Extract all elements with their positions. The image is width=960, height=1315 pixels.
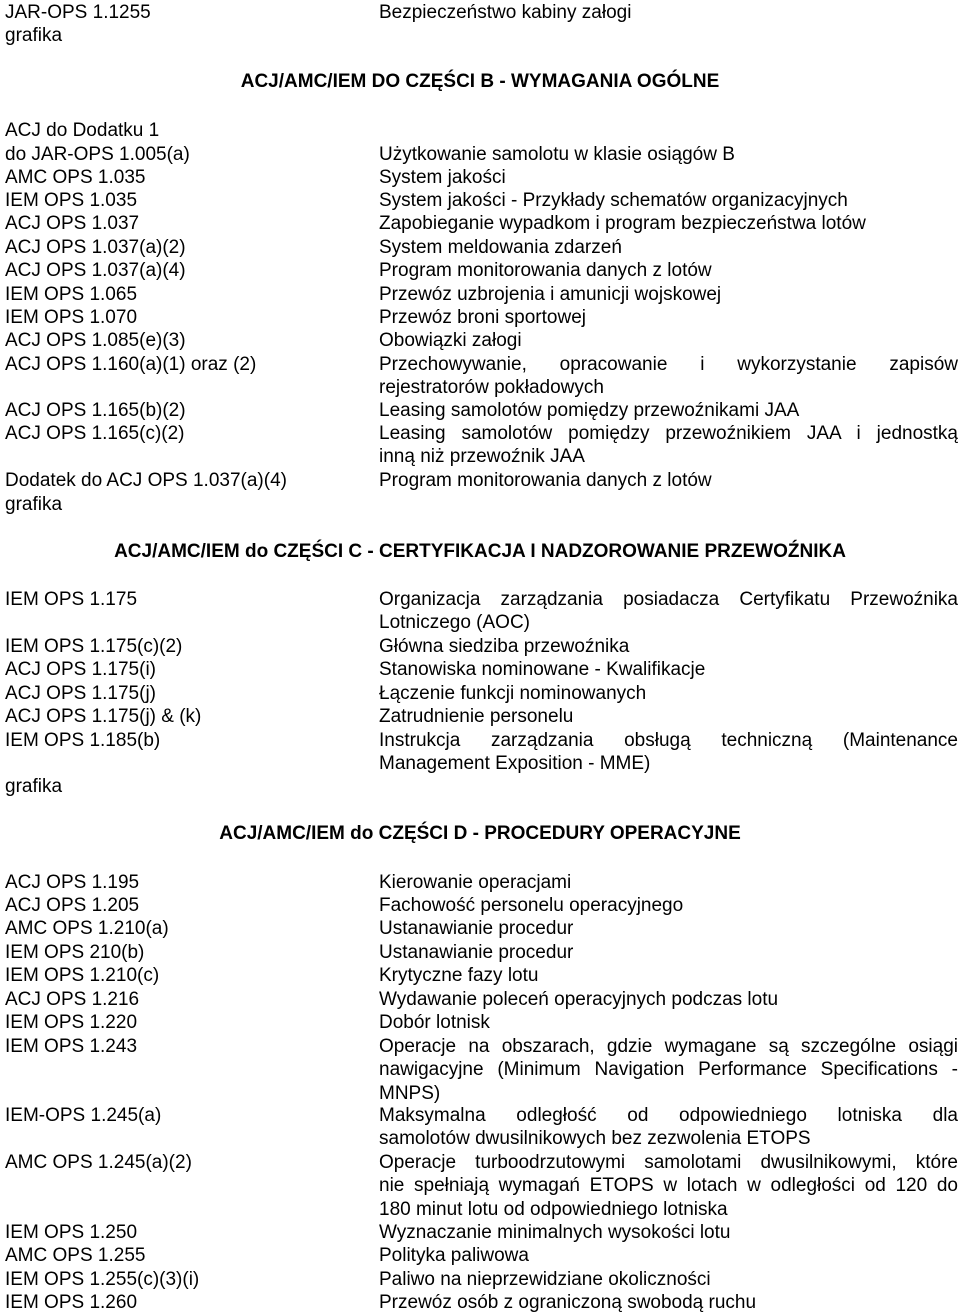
reference-code: IEM OPS 1.070 (5, 307, 138, 328)
reference-description (379, 1104, 958, 1151)
description-line: Operacje turboodrzutowymi samolotami dwusilnikowymi, które (379, 1152, 958, 1173)
reference-description: Program monitorowania danych z lotów (379, 470, 712, 491)
reference-code: IEM OPS 1.035 (5, 190, 138, 211)
reference-description: Wyznaczanie minimalnych wysokości lotu (379, 1222, 731, 1243)
reference-description (379, 729, 958, 776)
reference-description: System meldowania zdarzeń (379, 237, 622, 258)
graphic-label: grafika (5, 776, 63, 797)
reference-description: Kierowanie operacjami (379, 872, 572, 893)
description-line: Lotniczego (AOC) (379, 612, 531, 634)
reference-description: Program monitorowania danych z lotów (379, 260, 712, 281)
reference-code: ACJ OPS 1.175(j) & (k) (5, 706, 202, 727)
reference-code: ACJ OPS 1.195 (5, 872, 140, 893)
reference-description: Polityka paliwowa (379, 1245, 529, 1266)
reference-description: System jakości - Przykłady schematów organizacyjnych (379, 190, 848, 211)
reference-code: ACJ OPS 1.037(a)(2) (5, 237, 186, 258)
description-line: samolotów dwusilnikowych bez zezwolenia ETOPS (379, 1128, 811, 1150)
reference-code: AMC OPS 1.035 (5, 167, 146, 188)
description-line: Leasing samolotów pomiędzy przewoźnikiem JAA i jednostką (379, 423, 958, 444)
reference-code: Dodatek do ACJ OPS 1.037(a)(4) (5, 470, 287, 491)
reference-description: Paliwo na nieprzewidziane okoliczności (379, 1269, 711, 1290)
section-d-heading: ACJ/AMC/IEM do CZĘŚCI D - PROCEDURY OPERACYJNE (219, 823, 741, 844)
reference-description: Łączenie funkcji nominowanych (379, 683, 647, 704)
reference-description: Krytyczne fazy lotu (379, 965, 539, 986)
description-line: rejestratorów pokładowych (379, 377, 604, 399)
reference-code: IEM OPS 1.243 (5, 1036, 138, 1057)
reference-description: Przewóz osób z ograniczoną swobodą ruchu (379, 1292, 757, 1313)
reference-code: ACJ OPS 1.216 (5, 989, 140, 1010)
reference-code: IEM OPS 1.175 (5, 589, 138, 610)
page-title: Bezpieczeństwo kabiny załogi (379, 2, 632, 23)
reference-description: System jakości (379, 167, 506, 188)
reference-code: IEM OPS 1.210(c) (5, 965, 160, 986)
reference-code: AMC OPS 1.255 (5, 1245, 146, 1266)
reference-description: Dobór lotnisk (379, 1012, 490, 1033)
section-c-heading: ACJ/AMC/IEM do CZĘŚCI C - CERTYFIKACJA I NADZOROWANIE PRZEWOŹNIKA (114, 541, 846, 562)
reference-description (379, 1151, 958, 1221)
reference-code: ACJ OPS 1.037 (5, 213, 140, 234)
reference-description: Zatrudnienie personelu (379, 706, 574, 727)
description-line: Management Exposition - MME) (379, 753, 651, 775)
reference-code: ACJ OPS 1.165(b)(2) (5, 400, 186, 421)
reference-description: Stanowiska nominowane - Kwalifikacje (379, 659, 706, 680)
graphic-label: grafika (5, 25, 63, 46)
description-line: Przechowywanie, opracowanie i wykorzystanie zapisów (379, 354, 958, 375)
reference-description: Obowiązki załogi (379, 330, 522, 351)
description-line: nie spełniają wymagań ETOPS w lotach w odległości od 120 do (379, 1175, 958, 1197)
reference-code: AMC OPS 1.245(a)(2) (5, 1152, 192, 1173)
description-line: Operacje na obszarach, gdzie wymagane są szczególne osiągi (379, 1036, 958, 1057)
reference-description (379, 1035, 958, 1105)
reference-code: ACJ OPS 1.175(j) (5, 683, 156, 704)
reference-description: Ustanawianie procedur (379, 918, 574, 939)
reference-description: Przewóz broni sportowej (379, 307, 586, 328)
reference-code: IEM OPS 1.185(b) (5, 730, 161, 751)
reference-description (379, 353, 958, 400)
reference-code: ACJ OPS 1.175(i) (5, 659, 156, 680)
reference-code: IEM OPS 1.255(c)(3)(i) (5, 1269, 200, 1290)
description-line: Maksymalna odległość od odpowiedniego lotniska dla (379, 1105, 958, 1126)
reference-description: Fachowość personelu operacyjnego (379, 895, 684, 916)
reference-description: Przewóz uzbrojenia i amunicji wojskowej (379, 284, 722, 305)
reference-description: Główna siedziba przewoźnika (379, 636, 630, 657)
description-line: MNPS) (379, 1082, 441, 1104)
description-line: Instrukcja zarządzania obsługą techniczną (Maintenance (379, 730, 958, 751)
reference-code: IEM-OPS 1.245(a) (5, 1105, 162, 1126)
reference-description: Zapobieganie wypadkom i program bezpieczeństwa lotów (379, 213, 866, 234)
reference-description: Użytkowanie samolotu w klasie osiągów B (379, 144, 735, 165)
reference-description (379, 588, 958, 635)
reference-description: Leasing samolotów pomiędzy przewoźnikami JAA (379, 400, 800, 421)
reference-code: do JAR-OPS 1.005(a) (5, 144, 190, 165)
reference-code: ACJ OPS 1.037(a)(4) (5, 260, 186, 281)
reference-code: ACJ OPS 1.160(a)(1) oraz (2) (5, 354, 257, 375)
description-line: inną niż przewoźnik JAA (379, 446, 585, 468)
reference-code: IEM OPS 1.065 (5, 284, 138, 305)
reference-code: IEM OPS 210(b) (5, 942, 145, 963)
reference-description: Ustanawianie procedur (379, 942, 574, 963)
reference-description (379, 422, 958, 469)
document-id: JAR-OPS 1.1255 (5, 2, 151, 23)
reference-code: IEM OPS 1.220 (5, 1012, 138, 1033)
reference-code: IEM OPS 1.175(c)(2) (5, 636, 183, 657)
reference-description: Wydawanie poleceń operacyjnych podczas lotu (379, 989, 779, 1010)
graphic-label: grafika (5, 494, 63, 515)
section-b-heading: ACJ/AMC/IEM DO CZĘŚCI B - WYMAGANIA OGÓLNE (240, 71, 720, 92)
reference-code: ACJ OPS 1.165(c)(2) (5, 423, 185, 444)
reference-code: ACJ OPS 1.085(e)(3) (5, 330, 186, 351)
description-line: 180 minut lotu od odpowiedniego lotniska (379, 1198, 728, 1220)
reference-code: ACJ OPS 1.205 (5, 895, 140, 916)
reference-code: IEM OPS 1.250 (5, 1222, 138, 1243)
description-line: Organizacja zarządzania posiadacza Certyfikatu Przewoźnika (379, 589, 958, 610)
section-b-intro: ACJ do Dodatku 1 (5, 120, 160, 141)
reference-code: IEM OPS 1.260 (5, 1292, 138, 1313)
description-line: nawigacyjne (Minimum Navigation Performance Specifications - (379, 1059, 958, 1081)
reference-code: AMC OPS 1.210(a) (5, 918, 169, 939)
